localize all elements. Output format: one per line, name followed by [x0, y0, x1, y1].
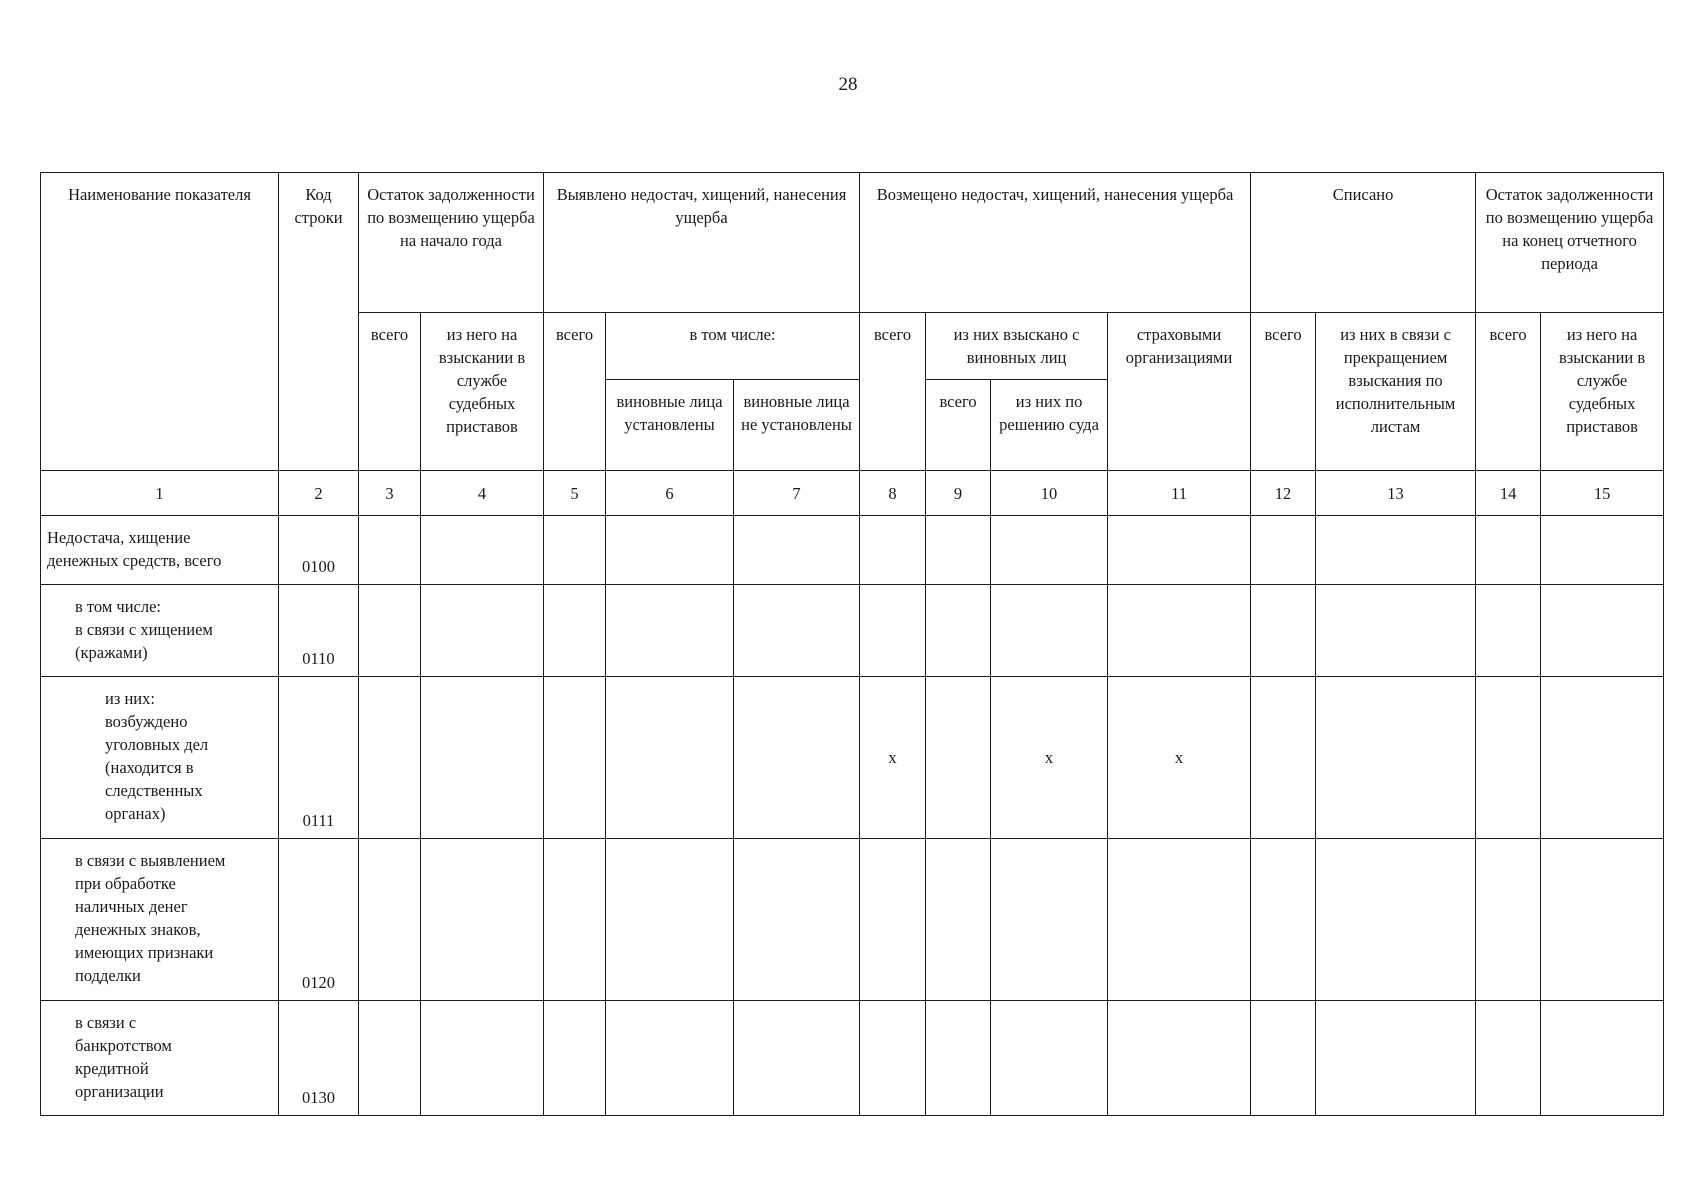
table-cell	[1108, 585, 1251, 677]
table-cell	[860, 585, 926, 677]
header-insurance: страховыми организациями	[1108, 313, 1251, 471]
table-cell	[606, 1001, 734, 1116]
header-bailiffs-15: из него на взыскании в службе судебных приставов	[1541, 313, 1664, 471]
table-row	[41, 516, 1664, 585]
table-cell	[734, 516, 860, 585]
table-row	[41, 677, 1664, 839]
header-bailiffs-4: из него на взыскании в службе судебных приставов	[421, 313, 544, 471]
table-cell	[1251, 839, 1316, 1001]
header-total-14: всего	[1476, 313, 1541, 471]
table-cell	[734, 585, 860, 677]
row-label: Недостача, хищение денежных средств, всего	[41, 516, 279, 585]
table-cell	[1251, 516, 1316, 585]
header-writeoff-reason: из них в связи с прекращением взыскания по исполнительным листам	[1316, 313, 1476, 471]
row-code: 0110	[279, 585, 359, 677]
table-row	[41, 1001, 1664, 1116]
table-cell	[860, 839, 926, 1001]
table-cell	[359, 677, 421, 839]
table-cell	[1541, 516, 1664, 585]
table-cell	[1541, 1001, 1664, 1116]
column-number: 12	[1251, 471, 1316, 516]
table-cell	[1541, 839, 1664, 1001]
row-label: в связи с выявлением при обработке наличных денег денежных знаков, имеющих признаки подделки	[41, 839, 279, 1001]
column-number: 6	[606, 471, 734, 516]
column-number: 4	[421, 471, 544, 516]
header-including: в том числе:	[606, 313, 860, 380]
table-cell	[1316, 516, 1476, 585]
header-written-off: Списано	[1251, 173, 1476, 313]
table-cell	[1476, 1001, 1541, 1116]
row-code: 0130	[279, 1001, 359, 1116]
table-cell	[1476, 516, 1541, 585]
table-cell	[1251, 585, 1316, 677]
not-applicable-mark: x	[1108, 677, 1251, 839]
header-culprits-found: виновные лица установлены	[606, 380, 734, 471]
table-cell	[421, 585, 544, 677]
table-cell	[606, 677, 734, 839]
table-cell	[359, 839, 421, 1001]
table-cell	[421, 839, 544, 1001]
header-recovered-from-culprits: из них взыскано с виновных лиц	[926, 313, 1108, 380]
table-cell	[991, 839, 1108, 1001]
table-cell	[421, 516, 544, 585]
table-cell	[991, 585, 1108, 677]
table-cell	[734, 839, 860, 1001]
table-cell	[421, 677, 544, 839]
not-applicable-mark: x	[860, 677, 926, 839]
header-balance-start: Остаток задолженности по возмещению ущерба на начало года	[359, 173, 544, 313]
column-number: 11	[1108, 471, 1251, 516]
table-cell	[1476, 839, 1541, 1001]
column-number: 10	[991, 471, 1108, 516]
row-code: 0100	[279, 516, 359, 585]
column-number: 1	[41, 471, 279, 516]
table-cell	[1476, 585, 1541, 677]
header-revealed: Выявлено недостач, хищений, нанесения ущерба	[544, 173, 860, 313]
column-number: 15	[1541, 471, 1664, 516]
header-total-5: всего	[544, 313, 606, 471]
table-cell	[926, 516, 991, 585]
column-number: 3	[359, 471, 421, 516]
table-cell	[926, 1001, 991, 1116]
column-number: 7	[734, 471, 860, 516]
table-cell	[359, 516, 421, 585]
table-cell	[926, 677, 991, 839]
column-number: 8	[860, 471, 926, 516]
header-total-9: всего	[926, 380, 991, 471]
table-cell	[926, 585, 991, 677]
table-cell	[544, 677, 606, 839]
table-cell	[1108, 839, 1251, 1001]
header-compensated: Возмещено недостач, хищений, нанесения ущерба	[860, 173, 1251, 313]
header-court-decision: из них по решению суда	[991, 380, 1108, 471]
header-total-8: всего	[860, 313, 926, 471]
column-number: 14	[1476, 471, 1541, 516]
header-culprits-not-found: виновные лица не установлены	[734, 380, 860, 471]
table-cell	[1541, 677, 1664, 839]
table-row	[41, 839, 1664, 1001]
table-cell	[606, 585, 734, 677]
page-number: 28	[838, 74, 858, 95]
table-cell	[544, 1001, 606, 1116]
header-total-3: всего	[359, 313, 421, 471]
table-cell	[1316, 839, 1476, 1001]
table-cell	[991, 1001, 1108, 1116]
table-row	[41, 585, 1664, 677]
table-cell	[734, 677, 860, 839]
row-label: в связи с банкротством кредитной организации	[41, 1001, 279, 1116]
table-cell	[860, 516, 926, 585]
column-number-row	[41, 471, 1664, 516]
header-name: Наименование показателя	[41, 173, 279, 471]
table-cell	[421, 1001, 544, 1116]
table-cell	[991, 516, 1108, 585]
table-cell	[1476, 677, 1541, 839]
table-cell	[1108, 1001, 1251, 1116]
table-cell	[1251, 677, 1316, 839]
header-total-12: всего	[1251, 313, 1316, 471]
table-cell	[606, 839, 734, 1001]
table-cell	[734, 1001, 860, 1116]
table-cell	[359, 1001, 421, 1116]
column-number: 5	[544, 471, 606, 516]
table-cell	[544, 585, 606, 677]
header-balance-end: Остаток задолженности по возмещению ущерба на конец отчетного периода	[1476, 173, 1664, 313]
table-cell	[1316, 677, 1476, 839]
not-applicable-mark: x	[991, 677, 1108, 839]
table-cell	[544, 516, 606, 585]
row-label: из них: возбуждено уголовных дел (находится в следственных органах)	[41, 677, 279, 839]
header-code: Код строки	[279, 173, 359, 471]
table-cell	[1251, 1001, 1316, 1116]
column-number: 13	[1316, 471, 1476, 516]
row-code: 0111	[279, 677, 359, 839]
row-code: 0120	[279, 839, 359, 1001]
table-cell	[544, 839, 606, 1001]
table-cell	[359, 585, 421, 677]
table-cell	[860, 1001, 926, 1116]
table-cell	[1316, 1001, 1476, 1116]
report-table	[40, 172, 1664, 1116]
column-number: 2	[279, 471, 359, 516]
table-cell	[1108, 516, 1251, 585]
table-cell	[1316, 585, 1476, 677]
row-label: в том числе: в связи с хищением (кражами)	[41, 585, 279, 677]
table-cell	[606, 516, 734, 585]
table-cell	[926, 839, 991, 1001]
table-cell	[1541, 585, 1664, 677]
column-number: 9	[926, 471, 991, 516]
